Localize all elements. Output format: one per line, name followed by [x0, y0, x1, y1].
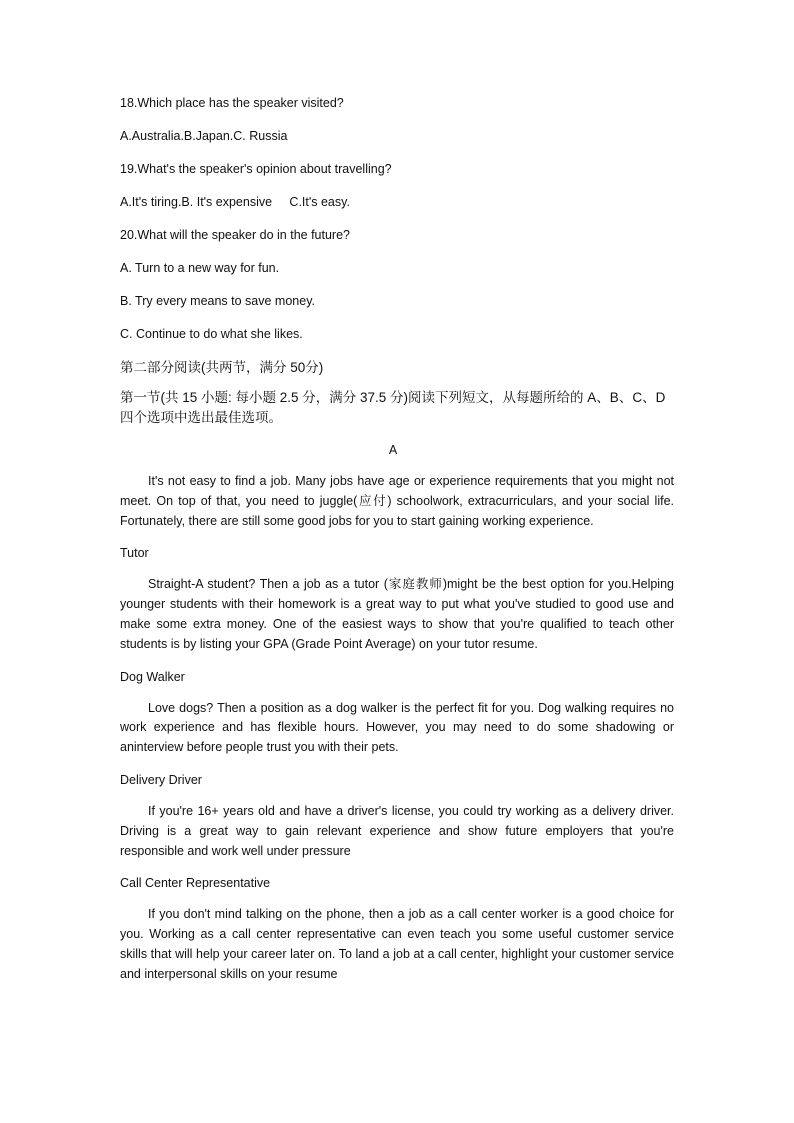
- question-19: [120, 160, 674, 212]
- job-text-call-center: If you don't mind talking on the phone, then a job as a call center worker is a good choice for you. Working as a call center representative can even teach you some useful customer service skills that will help your career later on. To land a job at a call center, highlight your customer service and interpersonal skills on your resume: [120, 907, 674, 981]
- question-stem: 18.Which place has the speaker visited?: [120, 96, 344, 110]
- job-title-delivery-driver: Delivery Driver: [120, 772, 202, 787]
- passage-intro: It's not easy to find a job. Many jobs have age or experience requirements that you might not meet. On top of that, you need to juggle(应付) schoolwork, extracurriculars, and your social life. Fortunately, there are still some good jobs for you to start gaining working experience.: [120, 474, 674, 528]
- page-content: [120, 94, 674, 997]
- question-stem: 20.What will the speaker do in the future?: [120, 228, 350, 242]
- option-a: A. Turn to a new way for fun.: [120, 261, 280, 275]
- job-title-dog-walker: Dog Walker: [120, 669, 185, 684]
- section-title: 第二部分阅读(共两节，满分 50分): [120, 360, 324, 375]
- passage-label: A: [388, 443, 398, 457]
- question-options: A.Australia.B.Japan.C. Russia: [120, 129, 288, 143]
- question-options: A.It's tiring.B. It's expensive C.It's easy.: [120, 195, 350, 209]
- job-text-tutor: Straight-A student? Then a job as a tutor (家庭教师)might be the best option for you.Helping younger students with their homework is a great way to put what you've studied to good use and make some extra money. One of the easiest ways to show that you're qualified to teach other students is by listing your GPA (Grade Point Average) on your tutor resume.: [120, 577, 674, 651]
- question-18: [120, 94, 674, 146]
- job-text-dog-walker: Love dogs? Then a position as a dog walker is the perfect fit for you. Dog walking requires no work experience and has flexible hours. However, you may need to do some shadowing or aninterview before people trust you with their pets.: [120, 700, 674, 755]
- option-c: C. Continue to do what she likes.: [120, 327, 303, 341]
- question-20: [120, 226, 674, 344]
- job-title-tutor: Tutor: [120, 546, 149, 561]
- job-title-call-center: Call Center Representative: [120, 876, 271, 891]
- question-stem: 19.What's the speaker's opinion about travelling?: [120, 162, 392, 176]
- option-b: B. Try every means to save money.: [120, 294, 315, 308]
- job-text-delivery-driver: If you're 16+ years old and have a driver's license, you could try working as a delivery driver. Driving is a great way to gain relevant experience and show future employers that you're responsible and work well under pressure: [120, 803, 674, 858]
- section-instruction: 第一节(共 15 小题: 每小题 2.5 分，满分 37.5 分)阅读下列短文，从每题所给的 A、B、C、D 四个选项中选出最佳选项。: [120, 390, 666, 425]
